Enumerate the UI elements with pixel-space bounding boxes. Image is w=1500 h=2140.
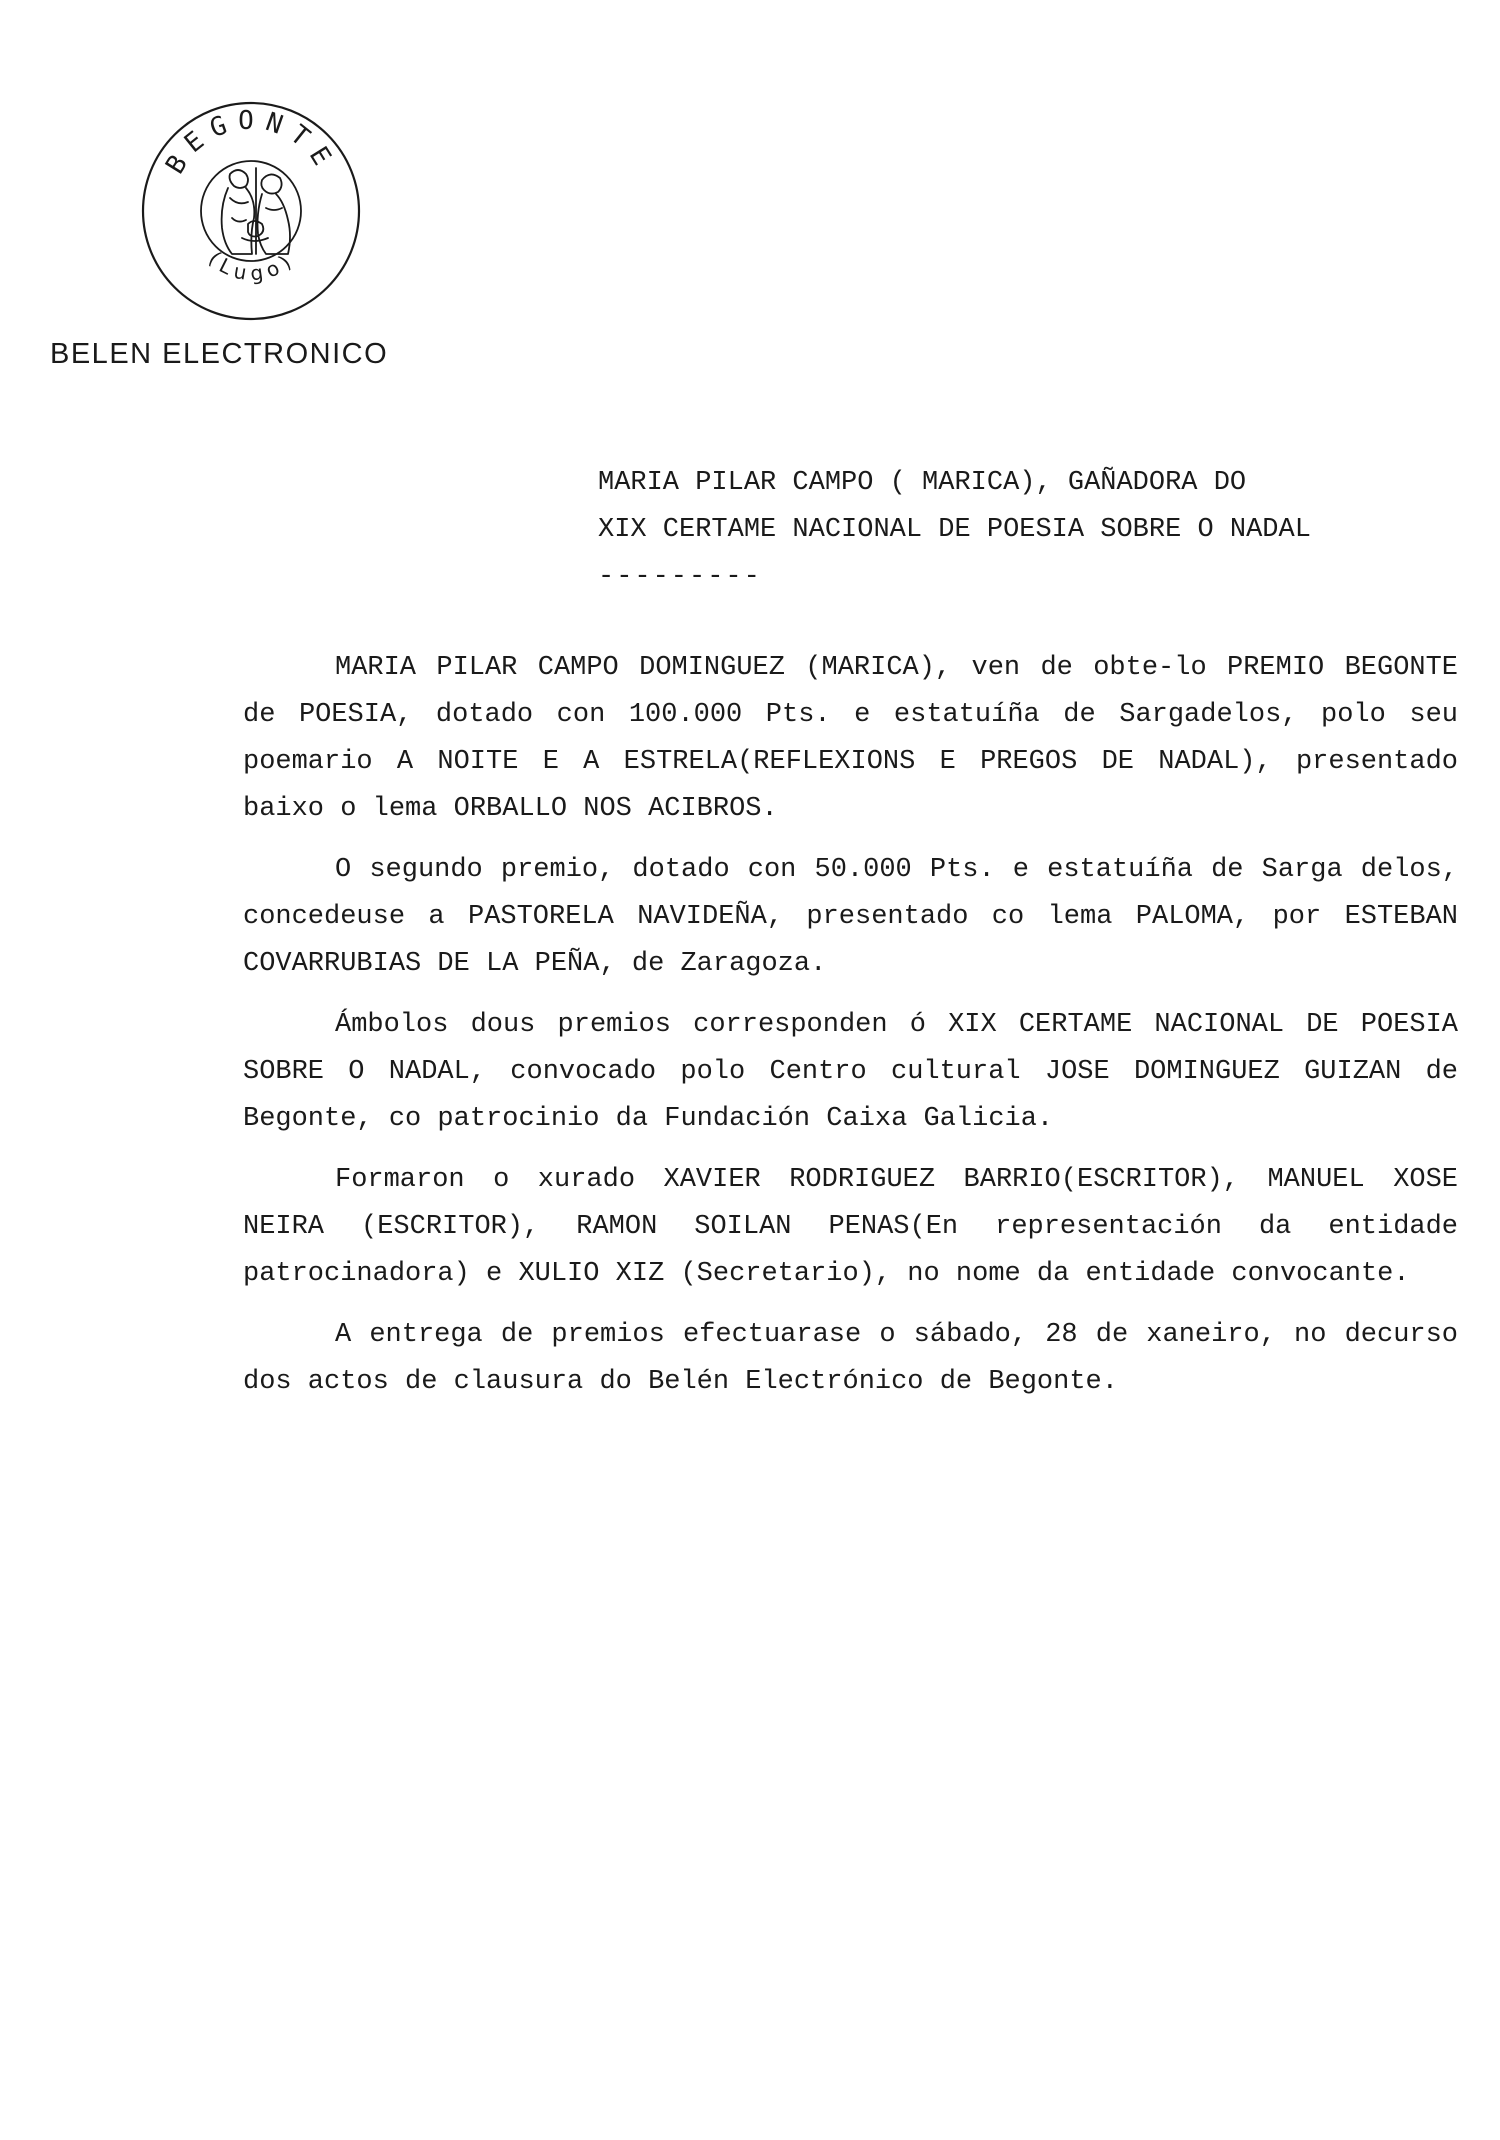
svg-text:BEGONTE: BEGONTE xyxy=(160,105,342,180)
paragraph-5: A entrega de premios efectuarase o sábado, 28 de xaneiro, no decurso dos actos de clausura do Belén Electrónico de Begonte. xyxy=(243,1320,1458,1397)
paragraph-3: Ámbolos dous premios corresponden ó XIX CERTAME NACIONAL DE POESIA SOBRE O NADAL, convocado polo Centro cultural JOSE DOMINGUEZ GUIZAN de Begonte, co patrocinio da Fundación Caixa Galicia. xyxy=(243,1010,1458,1134)
org-name: BELEN ELECTRONICO xyxy=(50,338,389,370)
svg-text:(Lugo): (Lugo) xyxy=(203,246,301,286)
heading-line-2: XIX CERTAME NACIONAL DE POESIA SOBRE O NADAL xyxy=(598,515,1311,545)
heading-line-1: MARIA PILAR CAMPO ( MARICA), GAÑADORA DO xyxy=(598,468,1247,498)
document-body xyxy=(243,645,1458,1420)
paragraph-2: O segundo premio, dotado con 50.000 Pts. e estatuíña de Sarga delos, concedeuse a PASTORELA NAVIDEÑA, presentado co lema PALOMA, por ESTEBAN COVARRUBIAS DE LA PEÑA, de Zaragoza. xyxy=(243,855,1458,979)
paragraph-1: MARIA PILAR CAMPO DOMINGUEZ (MARICA), ven de obte-lo PREMIO BEGONTE de POESIA, dotado con 100.000 Pts. e estatuíña de Sargadelos, polo seu poemario A NOITE E A ESTRELA(REFLEXIONS E PREGOS DE NADAL), presentado baixo o lema ORBALLO NOS ACIBROS. xyxy=(243,653,1458,824)
heading-rule: --------- xyxy=(598,562,762,592)
paragraph-4: Formaron o xurado XAVIER RODRIGUEZ BARRIO(ESCRITOR), MANUEL XOSE NEIRA (ESCRITOR), RAMON SOILAN PENAS(En representación da entidade patrocinadora) e XULIO XIZ (Secretario), no nome da entidade convocante. xyxy=(243,1165,1458,1289)
nativity-seal-icon xyxy=(138,98,364,324)
document-heading xyxy=(598,460,1311,601)
